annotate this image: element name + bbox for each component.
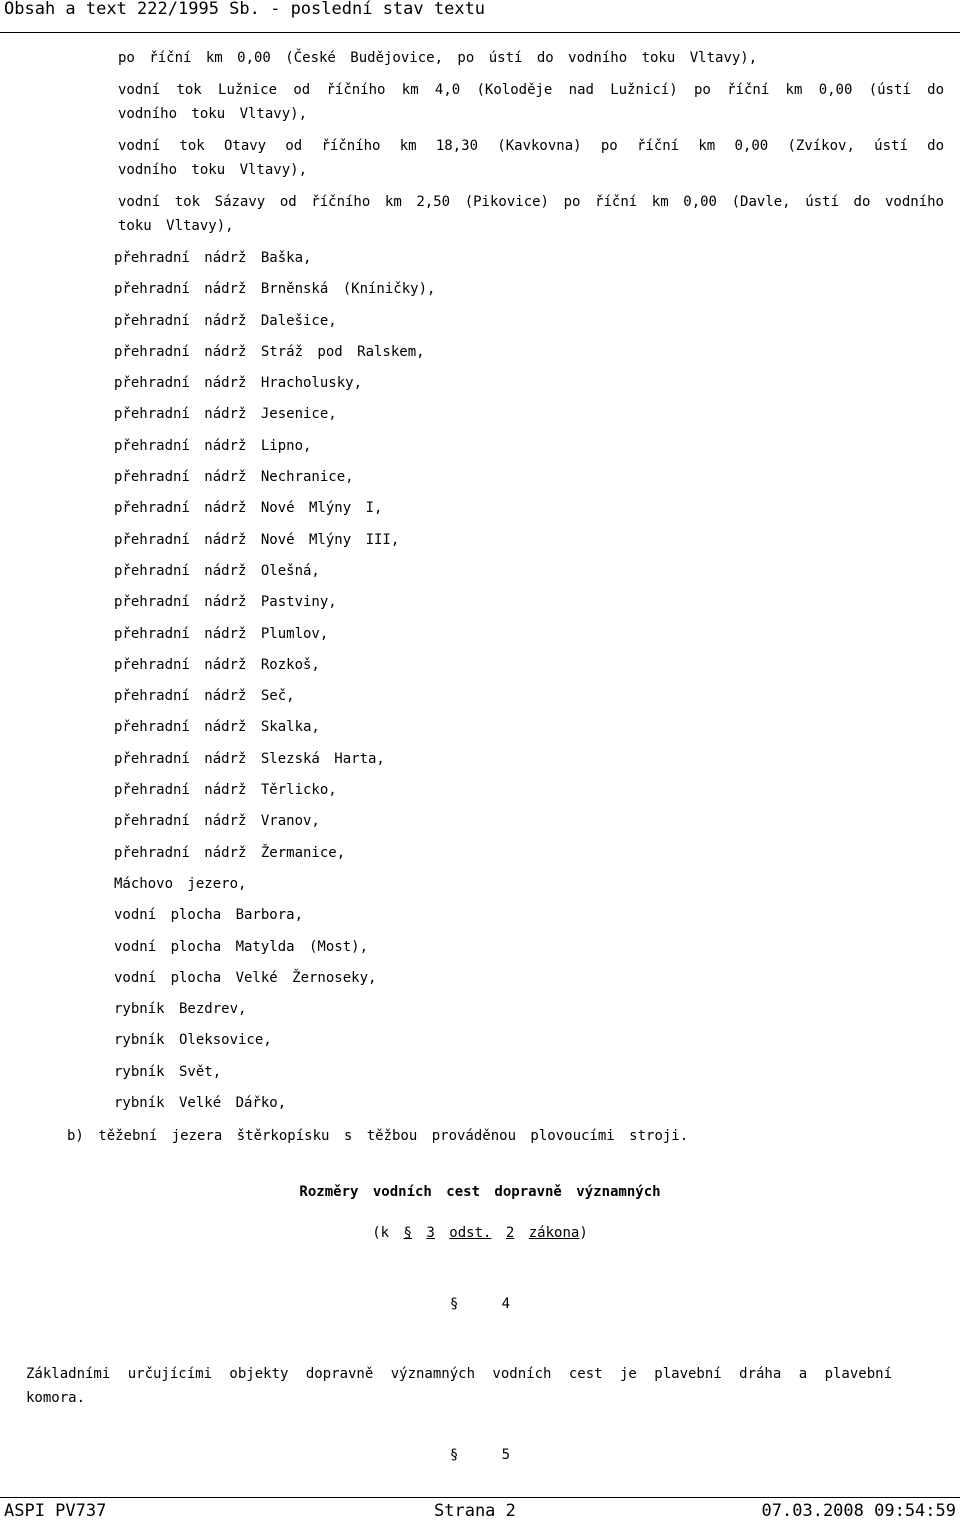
reference-open: (k <box>372 1225 404 1241</box>
list-item: vodní plocha Barbora, <box>114 907 304 924</box>
list-item: přehradní nádrž Žermanice, <box>114 844 346 861</box>
paragraph-vltava: po říční km 0,00 (České Budějovice, po ústí do vodního toku Vltavy), <box>118 50 758 66</box>
footer-divider <box>0 1497 960 1498</box>
list-item: přehradní nádrž Plumlov, <box>114 625 329 642</box>
list-item: přehradní nádrž Brněnská (Kníničky), <box>114 281 436 298</box>
document-title: Obsah a text 222/1995 Sb. - poslední stav textu <box>4 0 486 19</box>
list-item: přehradní nádrž Vranov, <box>114 813 320 830</box>
paragraph-4-text: Základními určujícími objekty dopravně významných vodních cest je plavební dráha a plavební komora. <box>26 1366 892 1406</box>
paragraph-sazava: vodní tok Sázavy od říčního km 2,50 (Pikovice) po říční km 0,00 (Davle, ústí do vodního toku Vltavy), <box>118 194 944 234</box>
list-item: přehradní nádrž Těrlicko, <box>114 782 337 799</box>
list-item: rybník Svět, <box>114 1063 222 1080</box>
section-number: 4 <box>501 1296 511 1312</box>
list-item: vodní plocha Matylda (Most), <box>114 938 369 955</box>
odst-number-link[interactable]: 2 <box>505 1225 515 1241</box>
list-item: přehradní nádrž Nechranice, <box>114 469 354 486</box>
list-item: přehradní nádrž Dalešice, <box>114 312 337 329</box>
list-item: Máchovo jezero, <box>114 875 247 892</box>
section-number: 5 <box>501 1447 511 1463</box>
list-item: přehradní nádrž Slezská Harta, <box>114 750 385 767</box>
footer-document-id: ASPI PV737 <box>4 1501 107 1521</box>
list-item: přehradní nádrž Nové Mlýny III, <box>114 531 400 548</box>
list-item: přehradní nádrž Olešná, <box>114 562 320 579</box>
footer-page-number: Strana 2 <box>434 1501 516 1521</box>
paragraph-luznice: vodní tok Lužnice od říčního km 4,0 (Koloděje nad Lužnicí) po říční km 0,00 (ústí do vodního toku Vltavy), <box>118 82 944 122</box>
paragraph-4-heading <box>0 1296 960 1312</box>
section-symbol-link[interactable]: § <box>403 1225 412 1241</box>
list-item: přehradní nádrž Rozkoš, <box>114 656 320 673</box>
paragraph-otava: vodní tok Otavy od říčního km 18,30 (Kavkovna) po říční km 0,00 (Zvíkov, ústí do vodního toku Vltavy), <box>118 138 944 178</box>
odst-link[interactable]: odst. <box>449 1225 492 1241</box>
list-item: přehradní nádrž Seč, <box>114 688 295 705</box>
paragraph-5-heading <box>0 1447 960 1463</box>
list-item: přehradní nádrž Jesenice, <box>114 406 337 423</box>
list-item: vodní plocha Velké Žernoseky, <box>114 969 377 986</box>
list-item: přehradní nádrž Nové Mlýny I, <box>114 500 383 517</box>
law-link[interactable]: zákona <box>528 1225 580 1241</box>
list-item: přehradní nádrž Hracholusky, <box>114 375 363 392</box>
section-number-link[interactable]: 3 <box>426 1225 435 1241</box>
footer-timestamp: 07.03.2008 09:54:59 <box>761 1501 956 1521</box>
list-item: přehradní nádrž Skalka, <box>114 719 320 736</box>
list-item: rybník Oleksovice, <box>114 1032 272 1049</box>
law-reference <box>0 1225 960 1241</box>
list-item: rybník Velké Dářko, <box>114 1095 287 1112</box>
section-symbol: § <box>449 1296 459 1312</box>
reference-close: ) <box>579 1225 588 1241</box>
list-item: rybník Bezdrev, <box>114 1001 247 1018</box>
section-heading: Rozměry vodních cest dopravně významných <box>299 1184 661 1200</box>
list-item: přehradní nádrž Lipno, <box>114 437 312 454</box>
header-divider <box>0 32 960 33</box>
section-symbol: § <box>449 1447 459 1463</box>
list-item: přehradní nádrž Pastviny, <box>114 594 337 611</box>
water-bodies-list <box>114 246 435 1122</box>
list-item: přehradní nádrž Baška, <box>114 250 312 266</box>
item-b: b) těžební jezera štěrkopísku s těžbou prováděnou plovoucími stroji. <box>67 1128 689 1144</box>
list-item: přehradní nádrž Stráž pod Ralskem, <box>114 343 425 360</box>
